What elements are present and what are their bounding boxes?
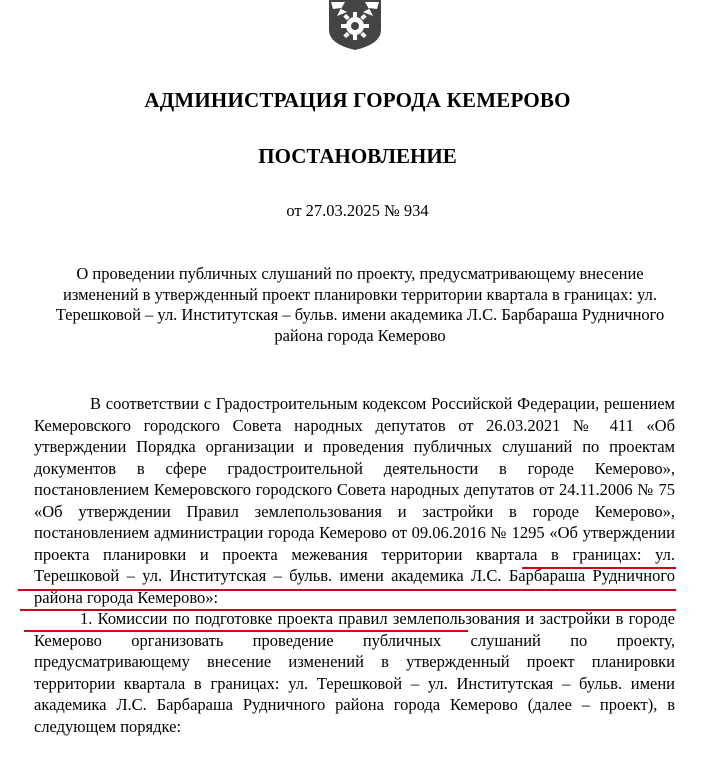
document-type: ПОСТАНОВЛЕНИЕ (258, 144, 457, 168)
red-underline-mark (18, 589, 676, 591)
organization-title: АДМИНИСТРАЦИЯ ГОРОДА КЕМЕРОВО (144, 88, 571, 112)
document-date-number: от 27.03.2025 № 934 (286, 201, 429, 220)
item-1-paragraph: 1. Комиссии по подготовке проекта правил землепользования и застройки в городе Кемерово организовать проведение публичных слушаний по проекту, предусматривающему внесение изменений в утвержденный проект планировки территории квартала в границах: ул. Терешковой – ул. Институтская – бульв. имени академика Л.С. Барбараша Рудничного района города Кемерово (далее – проект), в следующем порядке: (34, 609, 675, 736)
red-underline-mark (24, 630, 468, 632)
red-underline-mark (20, 609, 676, 611)
red-underline-mark (522, 567, 676, 569)
kemerovo-coat-of-arms-icon (327, 0, 383, 50)
document-body (34, 393, 675, 737)
document-subject: О проведении публичных слушаний по проекту, предусматривающему внесение изменений в утвержденный проект планировки территории квартала в границах: ул. Терешковой – ул. Институтская – бульв. имени академика Л.С. Барбараша Рудничного района города Кемерово (55, 264, 665, 345)
preamble-paragraph: В соответствии с Градостроительным кодексом Российской Федерации, решением Кемеровского городского Совета народных депутатов от 26.03.2021 № 411 «Об утверждении Порядка организации и проведения публичных слушаний по проектам документов в сфере градостроительной деятельности в городе Кемерово», постановлением Кемеровского городского Совета народных депутатов от 24.11.2006 № 75 «Об утверждении Правил землепользования и застройки в городе Кемерово», постановлением администрации города Кемерово от 09.06.2016 № 1295 «Об утверждении проекта планировки и проекта межевания территории квартала в границах: ул. Терешковой – ул. Институтская – бульв. имени академика Л.С. Барбараша Рудничного района города Кемерово»: (34, 394, 675, 607)
